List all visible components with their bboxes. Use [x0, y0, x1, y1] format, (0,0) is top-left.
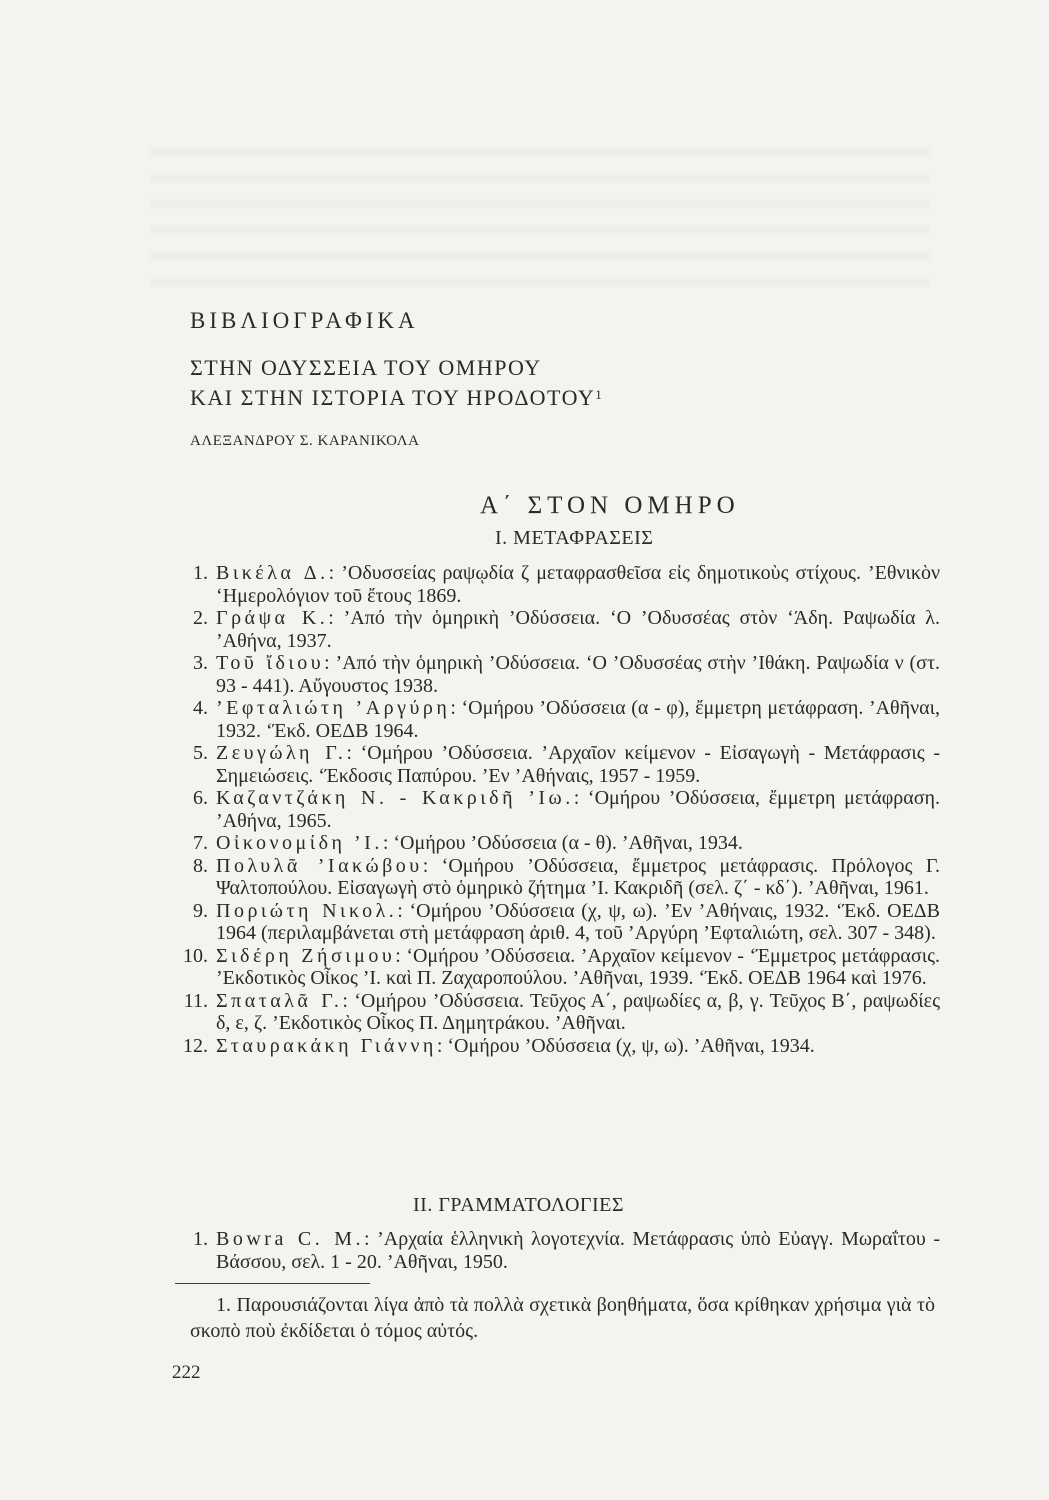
- bibliography-entry: [170, 945, 940, 990]
- entry-number: 6.: [193, 787, 208, 809]
- entry-number: 12.: [183, 1034, 208, 1057]
- bibliography-entry: [170, 1228, 940, 1273]
- entry-author: Σταυρακάκη Γιάννη: [216, 1034, 437, 1057]
- entry-author: Βικέλα Δ.: [216, 562, 329, 584]
- translations-heading: Ι. ΜΕΤΑΦΡΑΣΕΙΣ: [495, 527, 654, 549]
- section-title: ΒΙΒΛΙΟΓΡΑΦΙΚΑ: [190, 308, 419, 333]
- entry-text: : ‘Ομήρου ’Οδύσσεια (α - φ), ἔμμετρη μετάφραση. ’Αθῆναι, 1932. ‘Έκδ. ΟΕΔΒ 1964.: [216, 697, 940, 742]
- author-name: ΑΛΕΞΑΝΔΡΟΥ Σ. ΚΑΡΑΝΙΚΟΛΑ: [190, 433, 420, 449]
- entry-author: ’Εφταλιώτη ’Αργύρη: [216, 697, 451, 719]
- entry-number: 3.: [193, 652, 208, 674]
- entry-number: 1.: [193, 1228, 208, 1250]
- entry-number: 2.: [193, 607, 208, 629]
- entry-text: : ‘Ομήρου ’Οδύσσεια (α - θ). ’Αθῆναι, 1934.: [382, 832, 743, 854]
- article-title-line-2: [190, 385, 603, 411]
- entry-number: 8.: [193, 854, 208, 877]
- bibliography-entry: [170, 652, 940, 697]
- entry-author: Γράψα Κ.: [216, 607, 329, 629]
- entry-number: 1.: [193, 562, 208, 584]
- entry-author: Οἰκονομίδη ’Ι.: [216, 832, 383, 854]
- entry-author: Καζαντζάκη Ν. - Κακριδῆ ’Ιω.: [216, 787, 574, 809]
- article-title-line-2-text: ΚΑΙ ΣΤΗΝ ΙΣΤΟΡΙΑ ΤΟΥ ΗΡΟΔΟΤΟΥ: [190, 385, 596, 410]
- entry-number: 11.: [183, 989, 208, 1012]
- entry-author: Τοῦ ἴδιου: [216, 652, 325, 674]
- entry-author: Σιδέρη Ζήσιμου: [216, 944, 396, 967]
- entry-number: 9.: [193, 899, 208, 922]
- bibliography-entry: [170, 1035, 940, 1058]
- entry-author: Bowra C. M.: [216, 1228, 365, 1250]
- entry-text: : ‘Ομήρου ’Οδύσσεια, ἔμμετρη μετάφραση. ’Αθήνα, 1965.: [216, 787, 940, 832]
- bibliography-entry: [170, 697, 940, 742]
- entry-author: Ποριώτη Νικολ.: [216, 899, 398, 922]
- literary-histories-heading: ΙΙ. ΓΡΑΜΜΑΤΟΛΟΓΙΕΣ: [413, 1194, 624, 1216]
- entry-text: : ‘Ομήρου ’Οδύσσεια. ’Αρχαῖον κείμενον - Εἰσαγωγὴ - Μετάφρασις - Σημειώσεις. ‘Έκδοσις Παπύρου. ’Εν ’Αθήναις, 1957 - 1959.: [216, 742, 940, 787]
- entry-text: : ‘Ομήρου ’Οδύσσεια (χ, ψ, ω). ’Εν ’Αθήναις, 1932. ‘Έκδ. ΟΕΔΒ 1964 (περιλαμβάνεται στὴ μετάφραση ἀριθ. 4, τοῦ ’Αργύρη ’Εφταλιώτη, σελ. 307 - 348).: [216, 899, 941, 944]
- footnote-divider: [175, 1283, 370, 1284]
- entry-number: 10.: [183, 944, 208, 967]
- entry-text: : ‘Ομήρου ’Οδύσσεια, ἔμμετρος μετάφρασις. Πρόλογος Γ. Ψαλτοπούλου. Εἰσαγωγὴ στὸ ὁμηρικὸ ζήτημα ’Ι. Κακριδῆ (σελ. ζ΄ - κδ΄). ’Αθῆναι, 1961.: [216, 854, 940, 899]
- entry-number: 4.: [193, 697, 208, 719]
- title-footnote-ref: 1: [595, 387, 604, 402]
- entry-author: Πολυλᾶ ’Ιακώβου: [216, 854, 423, 877]
- literary-histories-list: [170, 1228, 940, 1273]
- bibliography-entry: [170, 787, 940, 832]
- bleed-through-text: [150, 130, 930, 300]
- bibliography-entry: [170, 607, 940, 652]
- entry-number: 5.: [193, 742, 208, 764]
- entry-number: 7.: [193, 832, 208, 854]
- entry-text: : ’Από τὴν ὁμηρικὴ ’Οδύσσεια. ‘Ο ’Οδυσσέας στὸν ‘Άδη. Ραψωδία λ. ’Αθήνα, 1937.: [216, 607, 940, 652]
- bibliography-entry: [170, 832, 940, 855]
- entry-text: : ’Αρχαία ἑλληνικὴ λογοτεχνία. Μετάφρασις ὑπὸ Εὐαγγ. Μωραΐτου - Βάσσου, σελ. 1 - 20. ’Αθῆναι, 1950.: [216, 1228, 940, 1273]
- entry-text: : ‘Ομήρου ’Οδύσσεια. ’Αρχαῖον κείμενον - ‘Έμμετρος μετάφρασις. ’Εκδοτικὸς Οἶκος ’Ι. καὶ Π. Ζαχαροπούλου. ’Αθῆναι, 1939. ‘Έκδ. ΟΕΔΒ 1964 καὶ 1976.: [216, 944, 940, 989]
- entry-text: : ‘Ομήρου ’Οδύσσεια. Τεῦχος Α΄, ραψωδίες α, β, γ. Τεῦχος Β΄, ραψωδίες δ, ε, ζ. ’Εκδοτικὸς Οἶκος Π. Δημητράκου. ’Αθῆναι.: [216, 989, 940, 1034]
- footnote: 1. Παρουσιάζονται λίγα ἀπὸ τὰ πολλὰ σχετικὰ βοηθήματα, ὅσα κρίθηκαν χρήσιμα γιὰ τὸ σκοπὸ ποὺ ἐκδίδεται ὁ τόμος αὐτός.: [190, 1294, 935, 1342]
- entry-text: : ’Από τὴν ὁμηρικὴ ’Οδύσσεια. ‘Ο ’Οδυσσέας στὴν ’Ιθάκη. Ραψωδία ν (στ. 93 - 441). Αὔγουστος 1938.: [216, 652, 940, 697]
- entry-author: Ζευγώλη Γ.: [216, 742, 347, 764]
- page-number: 222: [172, 1362, 201, 1383]
- entry-author: Σπαταλᾶ Γ.: [216, 989, 343, 1012]
- chapter-heading: Α΄ ΣΤΟΝ ΟΜΗΡΟ: [480, 492, 740, 519]
- translations-list: [170, 562, 940, 1057]
- bibliography-entry: [170, 990, 940, 1035]
- article-title-line-1: ΣΤΗΝ ΟΔΥΣΣΕΙΑ ΤΟΥ ΟΜΗΡΟΥ: [190, 355, 542, 380]
- bibliography-entry: [170, 855, 940, 900]
- bibliography-entry: [170, 900, 940, 945]
- bibliography-entry: [170, 742, 940, 787]
- bibliography-entry: [170, 562, 940, 607]
- entry-text: : ’Οδυσσείας ραψῳδία ζ μεταφρασθεῖσα εἰς δημοτικοὺς στίχους. ’Εθνικὸν ‘Ημερολόγιον τοῦ ἔτους 1869.: [216, 562, 940, 607]
- entry-text: : ‘Ομήρου ’Οδύσσεια (χ, ψ, ω). ’Αθῆναι, 1934.: [436, 1034, 815, 1057]
